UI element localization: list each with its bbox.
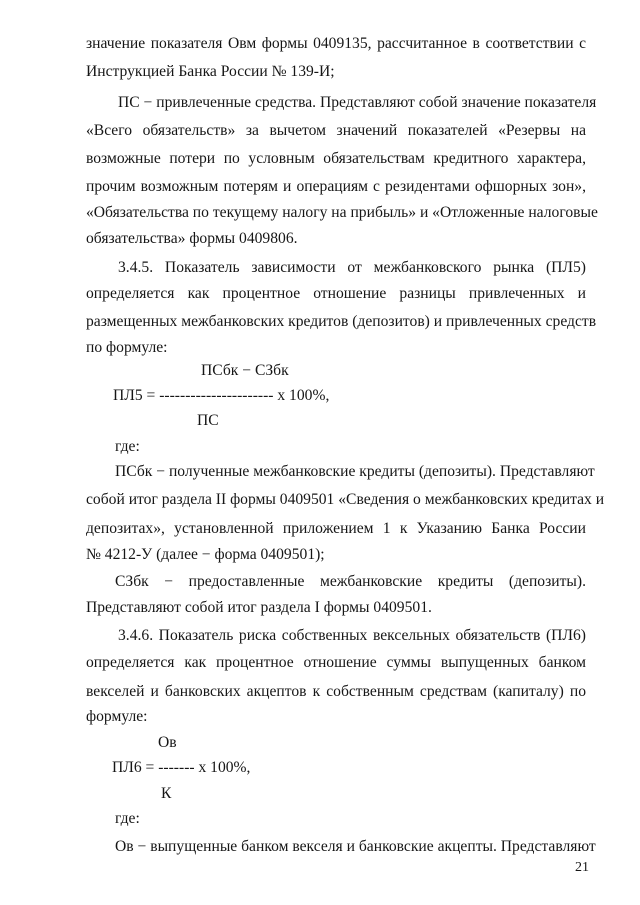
formula-denominator: ПС [197, 412, 219, 429]
formula-numerator: ПСбк − СЗбк [201, 362, 289, 379]
text-line: Ов − выпущенные банком векселя и банковские акцепты. Представляют [115, 838, 596, 855]
page-number: 21 [575, 860, 589, 875]
text-line: где: [115, 810, 140, 827]
text-line: векселей и банковских акцептов к собственным средствам (капиталу) по [86, 683, 586, 700]
text-line: «Всего обязательств» за вычетом значений показателей «Резервы на [86, 122, 586, 139]
text-line: значение показателя Овм формы 0409135, рассчитанное в соответствии с [86, 35, 586, 52]
text-line: формуле: [86, 708, 148, 725]
text-line: возможные потери по условным обязательствам кредитного характера, [86, 150, 586, 167]
text-line: прочим возможным потерям и операциям с резидентами офшорных зон», [86, 178, 586, 195]
formula-line: ПЛ6 = ------- х 100%, [112, 759, 251, 776]
text-line: ПСбк − полученные межбанковские кредиты (депозиты). Представляют [115, 463, 595, 480]
text-line: 3.4.5. Показатель зависимости от межбанковского рынка (ПЛ5) [118, 259, 586, 276]
text-line: Представляют собой итог раздела I формы 0409501. [86, 599, 432, 616]
text-line: размещенных межбанковских кредитов (депозитов) и привлеченных средств [86, 313, 597, 330]
text-line: собой итог раздела II формы 0409501 «Сведения о межбанковских кредитах и [86, 491, 605, 508]
text-line: депозитах», установленной приложением 1 к Указанию Банка России [86, 520, 586, 537]
text-line: № 4212-У (далее − форма 0409501); [86, 546, 325, 563]
text-line: где: [115, 438, 140, 455]
formula-numerator: Ов [158, 734, 177, 751]
text-line: обязательства» формы 0409806. [86, 230, 298, 247]
text-line: Инструкцией Банка России № 139-И; [86, 63, 335, 80]
formula-denominator: К [161, 785, 172, 802]
text-line: определяется как процентное отношение суммы выпущенных банком [86, 654, 586, 671]
formula-line: ПЛ5 = ---------------------- х 100%, [113, 387, 330, 404]
text-line: СЗбк − предоставленные межбанковские кредиты (депозиты). [115, 573, 586, 590]
text-line: «Обязательства по текущему налогу на прибыль» и «Отложенные налоговые [86, 204, 598, 221]
text-line: определяется как процентное отношение разницы привлеченных и [86, 285, 586, 302]
text-line: 3.4.6. Показатель риска собственных вексельных обязательств (ПЛ6) [118, 627, 586, 644]
text-line: ПС − привлеченные средства. Представляют собой значение показателя [118, 94, 597, 111]
text-line: по формуле: [86, 339, 168, 356]
